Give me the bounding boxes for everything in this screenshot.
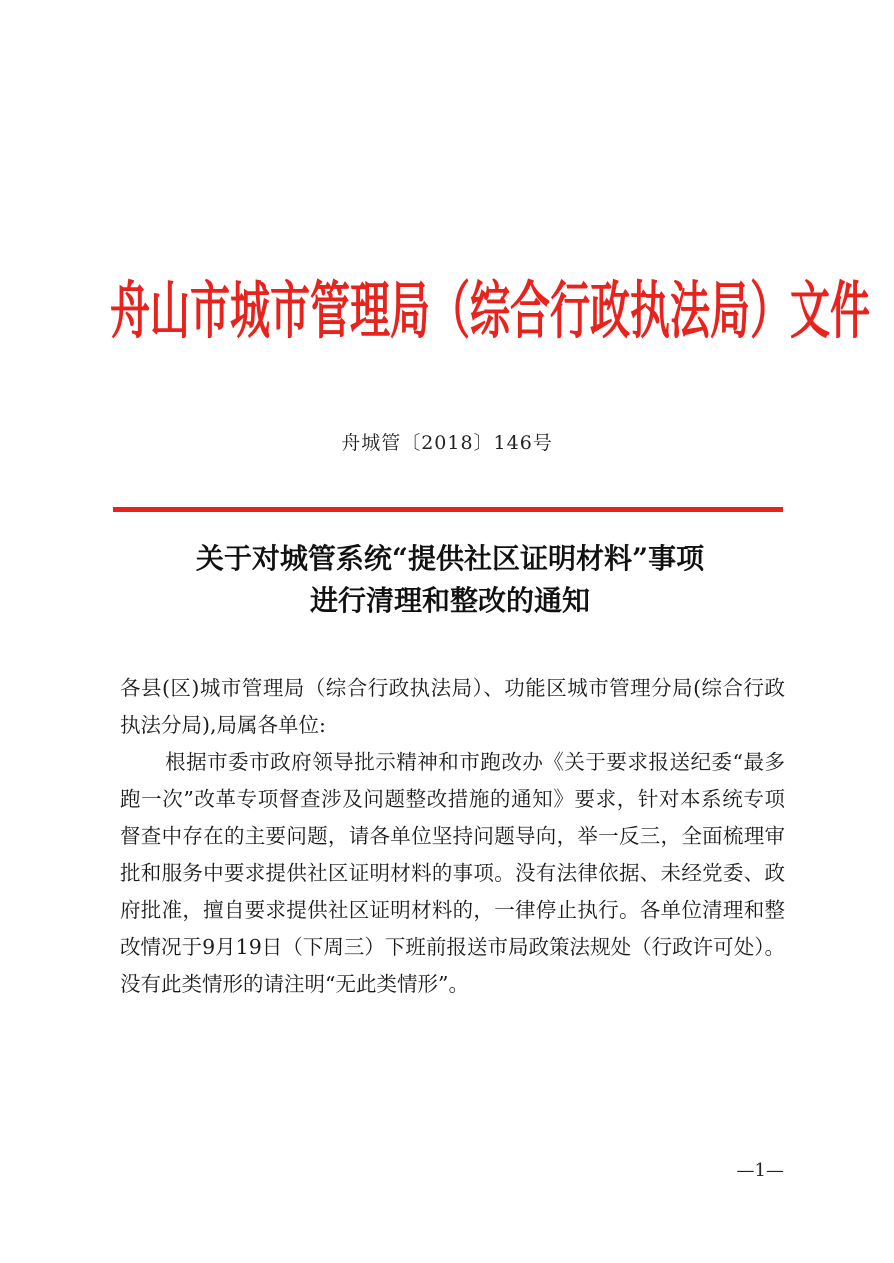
document-title [100,538,800,622]
issuer-header: 舟山市城市管理局（综合行政执法局）文件 [110,275,870,348]
document-body [120,670,785,1003]
red-divider [113,507,783,512]
recipients-line: 各县(区)城市管理局（综合行政执法局）、功能区城市管理分局(综合行政执法分局),局属各单位: [120,676,785,737]
document-number: 舟城管〔2018〕146号 [341,432,553,454]
title-line-1: 关于对城管系统“提供社区证明材料”事项 [195,542,705,575]
page-number: —1— [736,1160,784,1181]
body-paragraph: 根据市委市政府领导批示精神和市跑改办《关于要求报送纪委“最多跑一次”改革专项督查涉及问题整改措施的通知》要求，针对本系统专项督查中存在的主要问题，请各单位坚持问题导向，举一反三，全面梳理审批和服务中要求提供社区证明材料的事项。没有法律依据、未经党委、政府批准，擅自要求提供社区证明材料的，一律停止执行。各单位清理和整改情况于9月19日（下周三）下班前报送市局政策法规处（行政许可处）。没有此类情形的请注明“无此类情形”。 [120,750,785,996]
title-line-2: 进行清理和整改的通知 [309,584,590,617]
